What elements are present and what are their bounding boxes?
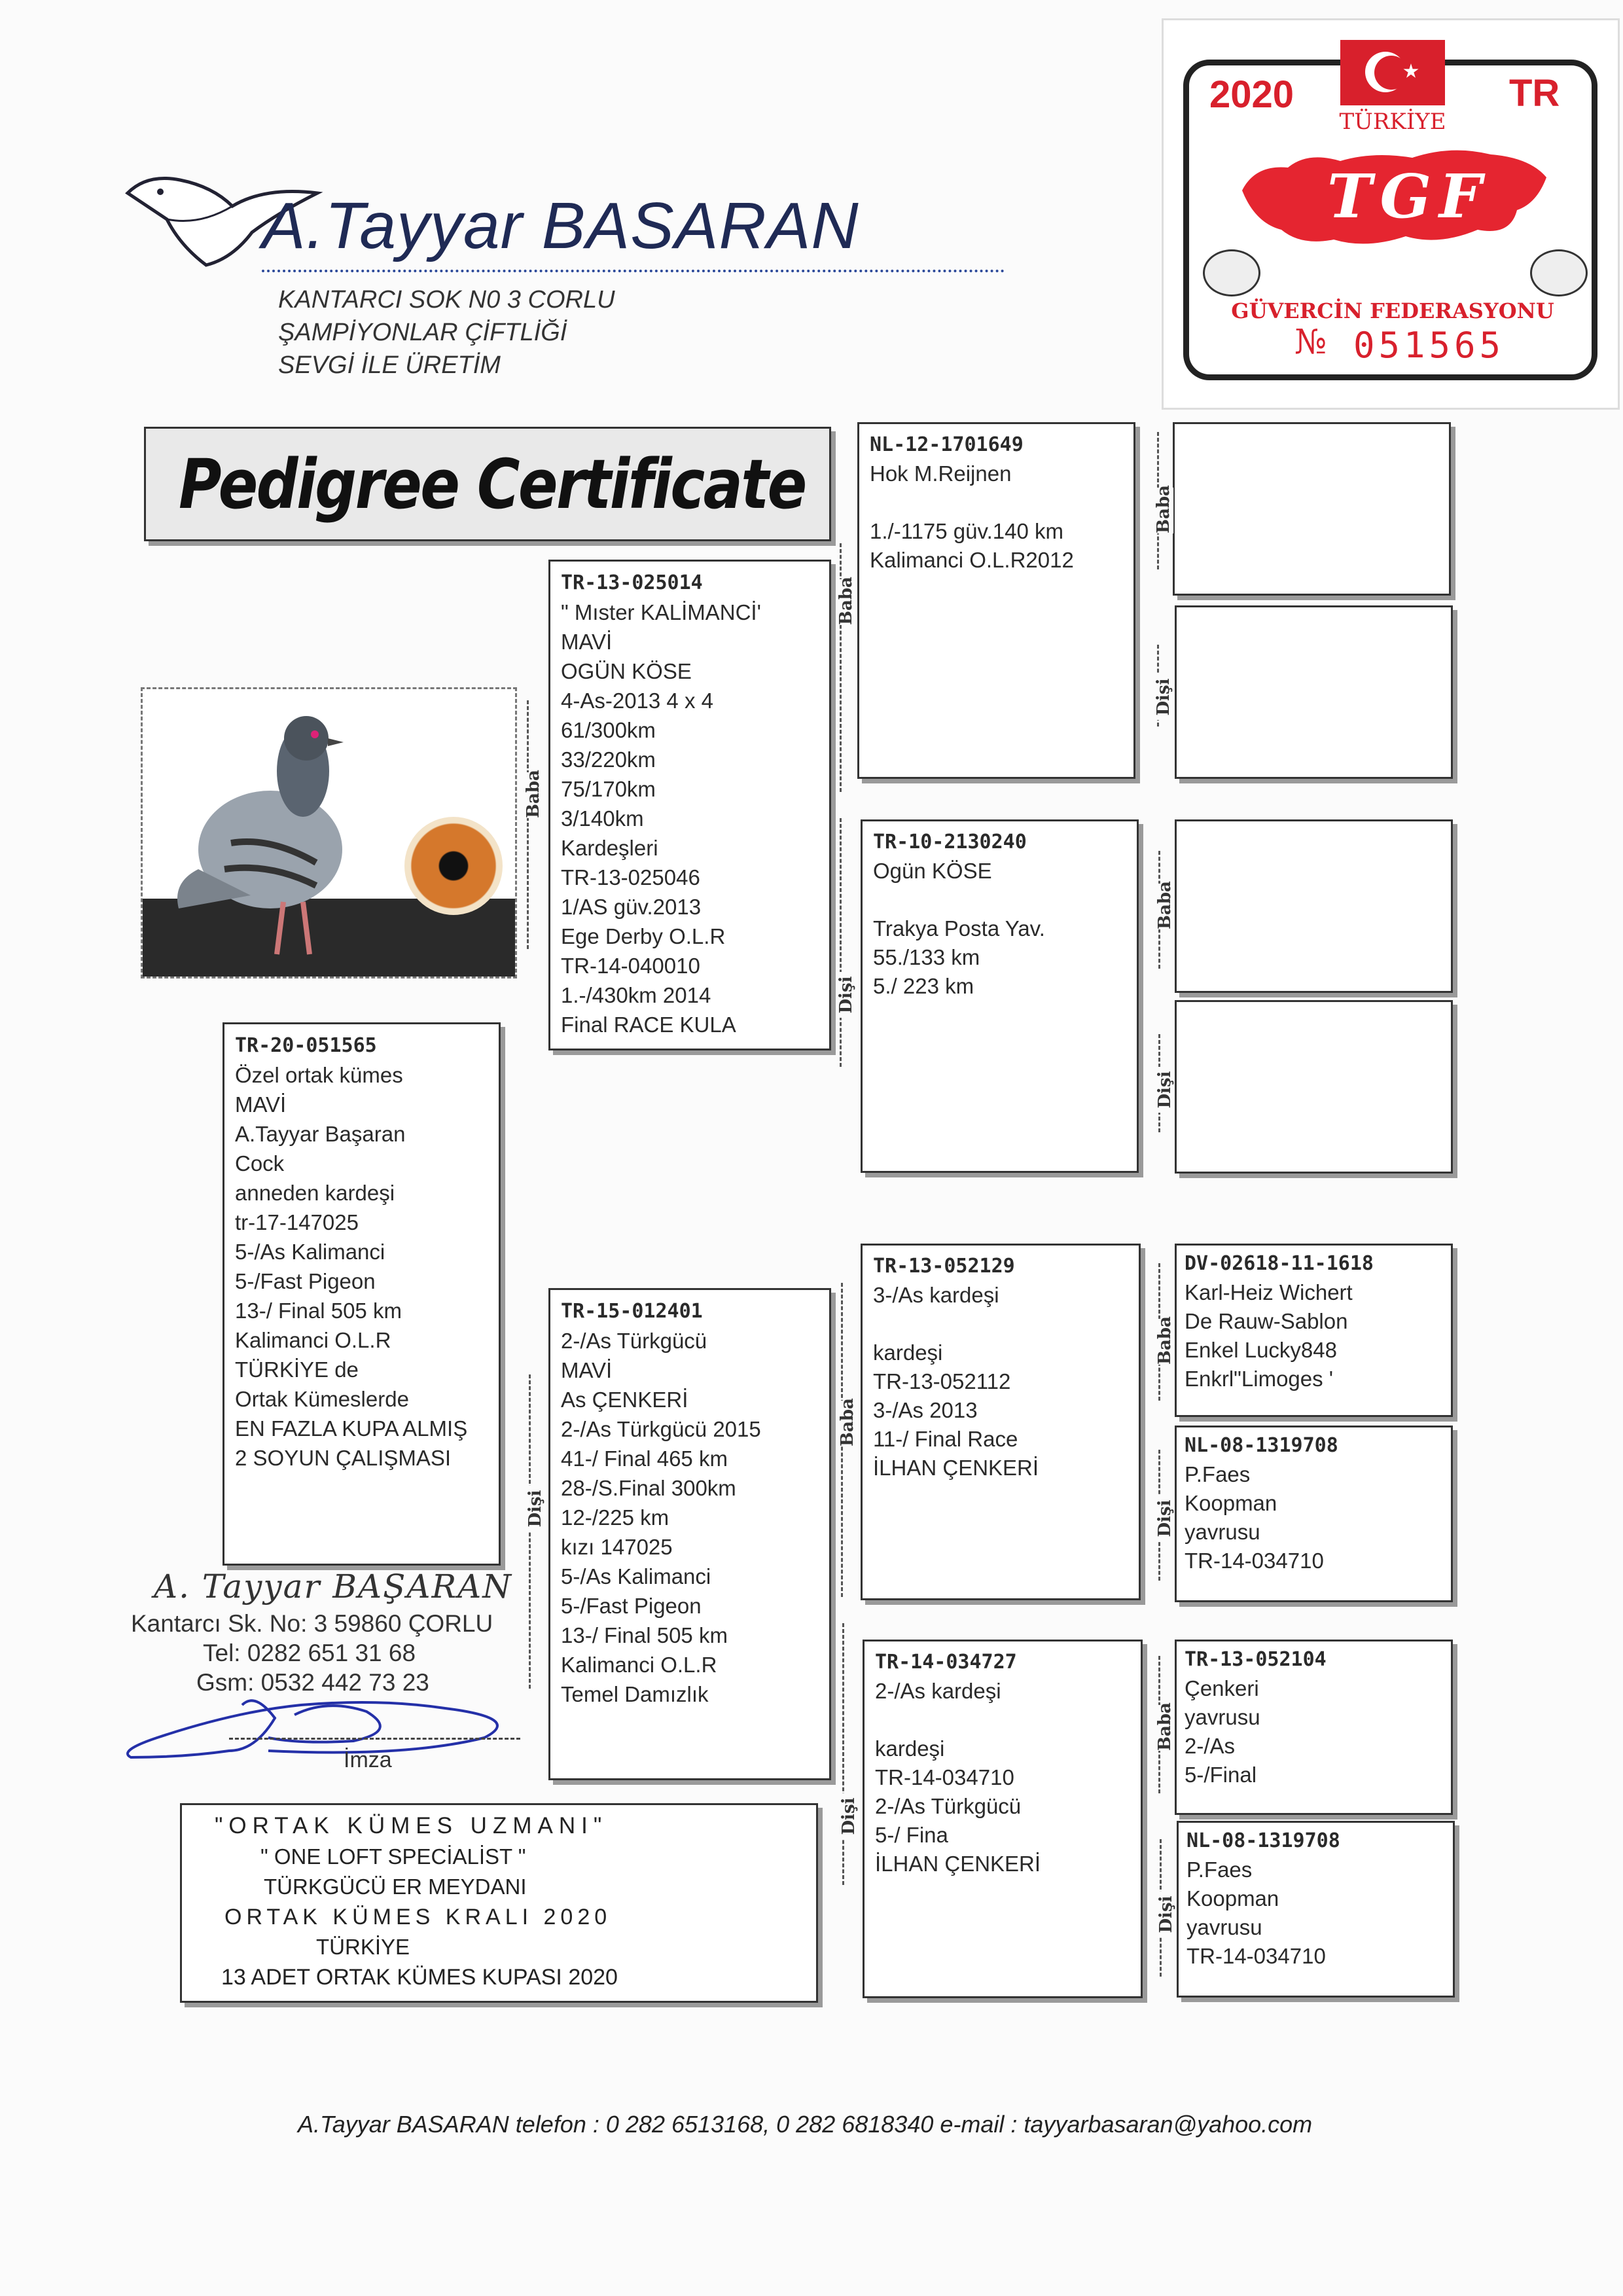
grandparent-box-4 (863, 1640, 1143, 1998)
pedigree-line: EN FAZLA KUPA ALMIŞ (235, 1416, 468, 1441)
pedigree-line: 4-As-2013 4 x 4 (561, 689, 713, 713)
pedigree-line: yavrusu (1186, 1915, 1262, 1939)
great-grandparent-box-8 (1177, 1821, 1455, 1998)
great-grandparent-box-3 (1175, 819, 1453, 993)
connector-dash (842, 1623, 844, 1885)
pedigree-line: Kalimanci O.L.R (561, 1653, 717, 1677)
ring-number: TR-20-051565 (235, 1034, 377, 1057)
tgf-abbrev: TGF (1327, 161, 1490, 232)
disi-label: Dişi (1155, 1067, 1175, 1113)
ring-number: TR-13-052104 (1185, 1648, 1327, 1671)
pedigree-line: 61/300km (561, 718, 656, 742)
signature-line (229, 1738, 520, 1740)
pedigree-line: Kalimanci O.L.R2012 (870, 548, 1074, 572)
address-line: KANTARCI SOK N0 3 CORLU (278, 286, 615, 314)
pedigree-line: 2-/As kardeşi (875, 1679, 1001, 1703)
great-grandparent-lines (1177, 1641, 1451, 1793)
pedigree-line: A.Tayyar Başaran (235, 1122, 406, 1146)
great-grandparent-lines (1177, 607, 1451, 620)
pedigree-line: 2-/As Türkgücü 2015 (561, 1417, 761, 1441)
pedigree-line: Koopman (1186, 1886, 1279, 1910)
stamp-tel: Tel: 0282 651 31 68 (203, 1640, 416, 1666)
sire-box (548, 560, 831, 1050)
stamp-address: Kantarcı Sk. No: 3 59860 ÇORLU (131, 1610, 493, 1637)
pedigree-line: 5./ 223 km (873, 974, 974, 998)
pedigree-line: Koopman (1185, 1491, 1277, 1515)
great-grandparent-lines (1175, 424, 1449, 437)
ring-number: TR-14-034727 (875, 1651, 1017, 1674)
pedigree-line: 5-/Fast Pigeon (235, 1269, 376, 1293)
pedigree-line: Ogün KÖSE (873, 859, 992, 883)
pedigree-line: Ege Derby O.L.R (561, 924, 726, 948)
pedigree-line: 2 SOYUN ÇALIŞMASI (235, 1446, 452, 1470)
disi-label: Dişi (526, 1486, 545, 1532)
baba-label: Baba (836, 577, 856, 625)
great-grandparent-box-5 (1175, 1244, 1453, 1417)
pedigree-line: OGÜN KÖSE (561, 659, 692, 683)
grandparent-lines (859, 424, 1133, 581)
subject-box (223, 1022, 501, 1566)
pedigree-line: 28-/S.Final 300km (561, 1476, 736, 1500)
pedigree-line: kardeşi (873, 1340, 943, 1365)
pedigree-line: As ÇENKERİ (561, 1388, 688, 1412)
great-grandparent-lines (1177, 1427, 1451, 1579)
great-grandparent-box-1 (1173, 422, 1451, 596)
pedigree-line: 33/220km (561, 747, 656, 772)
pedigree-line: 3/140km (561, 806, 644, 831)
pedigree-line: 2-/As Türkgücü (561, 1329, 707, 1353)
ring-number: DV-02618-11-1618 (1185, 1252, 1374, 1275)
pedigree-line: TR-13-052112 (873, 1369, 1011, 1393)
pedigree-line: Enkrl"Limoges ' (1185, 1367, 1334, 1391)
pigeon-emblem-right-icon (1530, 249, 1588, 296)
pedigree-line: TR-14-034710 (875, 1765, 1014, 1789)
dam-box (548, 1288, 831, 1780)
grandparent-box-1 (857, 422, 1135, 779)
pedigree-line: 5-/Fast Pigeon (561, 1594, 702, 1618)
signature-label: İmza (344, 1748, 392, 1772)
pedigree-line: İLHAN ÇENKERİ (873, 1456, 1039, 1480)
page-title: Pedigree Certificate (179, 444, 806, 524)
pedigree-line: P.Faes (1186, 1857, 1253, 1882)
ring-number: TR-13-025014 (561, 571, 703, 594)
pedigree-line: MAVİ (561, 630, 613, 654)
great-grandparent-lines (1177, 821, 1451, 834)
baba-label: Baba (838, 1398, 857, 1446)
pedigree-line: 5-/As Kalimanci (235, 1240, 385, 1264)
tgf-year: 2020 (1209, 73, 1294, 116)
pigeon-photo (141, 687, 517, 978)
specialist-box (180, 1803, 818, 2003)
pedigree-line: Trakya Posta Yav. (873, 916, 1045, 941)
pedigree-line: 1/AS güv.2013 (561, 895, 702, 919)
ring-number: NL-08-1319708 (1185, 1434, 1338, 1457)
title-banner (144, 427, 831, 541)
pedigree-line: MAVİ (561, 1358, 613, 1382)
pedigree-line: De Rauw-Sablon (1185, 1309, 1348, 1333)
stamp-name: A. Tayyar BAŞARAN (154, 1568, 512, 1605)
pedigree-line: 2-/As Türkgücü (875, 1794, 1022, 1818)
pedigree-line: 55./133 km (873, 945, 980, 969)
ring-number: NL-08-1319708 (1186, 1829, 1340, 1852)
pedigree-line: kardeşi (875, 1736, 945, 1761)
pedigree-line: 5-/ Fina (875, 1823, 948, 1847)
dam-lines (550, 1290, 829, 1715)
great-grandparent-box-7 (1175, 1640, 1453, 1815)
motto-line: SEVGİ İLE ÜRETİM (278, 351, 501, 379)
great-grandparent-box-2 (1175, 605, 1453, 779)
eye-icon (404, 817, 503, 915)
connector-dash (529, 1374, 531, 1689)
disi-label: Dişi (1156, 1892, 1176, 1937)
pedigree-line: Kardeşleri (561, 836, 658, 860)
signature-icon (105, 1679, 537, 1777)
baba-label: Baba (1154, 485, 1173, 533)
tgf-country: TÜRKİYE (1339, 109, 1446, 135)
farm-line: ŞAMPİYONLAR ÇİFTLİĞİ (278, 319, 567, 346)
brand-underline (262, 270, 1005, 272)
pedigree-line: Karl-Heiz Wichert (1185, 1280, 1353, 1304)
great-grandparent-lines (1177, 1246, 1451, 1397)
sire-lines (550, 562, 829, 1046)
specialist-line-5: TÜRKİYE (316, 1935, 410, 1959)
pedigree-line: Çenkeri (1185, 1676, 1259, 1700)
pedigree-line: TR-14-040010 (561, 954, 700, 978)
pedigree-line: Temel Damızlık (561, 1682, 709, 1706)
great-grandparent-lines (1179, 1823, 1453, 1975)
pedigree-line: 5-/As Kalimanci (561, 1564, 711, 1588)
pedigree-line: 75/170km (561, 777, 656, 801)
pedigree-line: yavrusu (1185, 1705, 1260, 1729)
great-grandparent-box-4 (1175, 1000, 1453, 1174)
turkish-flag-icon (1340, 40, 1445, 105)
disi-label: Dişi (1155, 1496, 1175, 1541)
tgf-badge (1162, 18, 1620, 410)
pedigree-line: İLHAN ÇENKERİ (875, 1852, 1041, 1876)
ring-number: TR-15-012401 (561, 1300, 703, 1323)
pedigree-line: anneden kardeşi (235, 1181, 395, 1205)
pedigree-line (870, 488, 1123, 517)
tgf-country-code: TR (1509, 72, 1560, 115)
pigeon-emblem-left-icon (1203, 249, 1260, 296)
connector-dash (840, 818, 842, 1067)
pedigree-line: Kalimanci O.L.R (235, 1328, 391, 1352)
pedigree-line: Final RACE KULA (561, 1013, 736, 1037)
pedigree-line: TR-14-034710 (1186, 1944, 1326, 1968)
connector-dash (527, 700, 529, 949)
footer-contact: A.Tayyar BASARAN telefon : 0 282 6513168, 0 282 6818340 e-mail : tayyarbasaran@yahoo.com (298, 2111, 1313, 2138)
pedigree-line: tr-17-147025 (235, 1210, 359, 1234)
specialist-line-1: "ORTAK KÜMES UZMANI" (215, 1813, 608, 1839)
pedigree-line: 2-/As (1185, 1734, 1236, 1758)
disi-label: Dişi (836, 972, 856, 1018)
pedigree-line: 41-/ Final 465 km (561, 1446, 728, 1471)
pedigree-line (875, 1706, 1130, 1734)
pedigree-line: TR-14-034710 (1185, 1549, 1324, 1573)
ring-number: TR-10-2130240 (873, 831, 1027, 853)
tgf-federation: GÜVERCİN FEDERASYONU (1231, 298, 1554, 323)
subject-lines (224, 1024, 499, 1479)
pedigree-line: 5-/Final (1185, 1763, 1257, 1787)
pedigree-line: yavrusu (1185, 1520, 1260, 1544)
pedigree-line: 13-/ Final 505 km (561, 1623, 728, 1647)
grandparent-lines (863, 1246, 1139, 1489)
disi-label: Dişi (839, 1793, 859, 1839)
pedigree-line: Ortak Kümeslerde (235, 1387, 409, 1411)
pedigree-line (873, 886, 1126, 914)
disi-label: Dişi (1154, 674, 1173, 720)
baba-label: Baba (524, 770, 543, 818)
grandparent-box-2 (861, 819, 1139, 1173)
baba-label: Baba (1155, 1316, 1175, 1365)
pedigree-line: Cock (235, 1151, 285, 1175)
pigeon-icon (172, 699, 368, 974)
baba-label: Baba (1155, 1702, 1175, 1751)
pedigree-line: 3-/As kardeşi (873, 1283, 999, 1307)
pedigree-line: " Mıster KALİMANCİ' (561, 600, 761, 624)
great-grandparent-box-6 (1175, 1426, 1453, 1602)
ring-number: NL-12-1701649 (870, 433, 1024, 456)
grandparent-lines (865, 1641, 1141, 1885)
pedigree-line: 13-/ Final 505 km (235, 1299, 402, 1323)
pedigree-line: 11-/ Final Race (873, 1427, 1018, 1451)
tgf-number: 051565 (1353, 325, 1505, 366)
specialist-line-2: " ONE LOFT SPECİALİST " (260, 1844, 526, 1869)
pedigree-line: P.Faes (1185, 1462, 1251, 1486)
great-grandparent-lines (1177, 1002, 1451, 1015)
tgf-number-label: № (1294, 323, 1327, 362)
pedigree-line: Özel ortak kümes (235, 1063, 403, 1087)
pedigree-line (873, 1310, 1128, 1338)
pedigree-line: kızı 147025 (561, 1535, 673, 1559)
specialist-line-3: TÜRKGÜCÜ ER MEYDANI (264, 1874, 527, 1899)
stamp-gsm: Gsm: 0532 442 73 23 (196, 1669, 429, 1696)
grandparent-lines (863, 821, 1137, 1007)
baba-label: Baba (1155, 881, 1175, 929)
pedigree-line: MAVİ (235, 1092, 287, 1117)
pedigree-line: 3-/As 2013 (873, 1398, 978, 1422)
pedigree-line: TÜRKİYE de (235, 1357, 359, 1382)
brand-name: A.Tayyar BASARAN (262, 189, 859, 262)
specialist-line-6: 13 ADET ORTAK KÜMES KUPASI 2020 (221, 1965, 618, 1990)
ring-number: TR-13-052129 (873, 1255, 1015, 1278)
pedigree-line: 1./-1175 güv.140 km (870, 519, 1063, 543)
pedigree-line: Enkel Lucky848 (1185, 1338, 1337, 1362)
pedigree-line: 12-/225 km (561, 1505, 669, 1530)
specialist-line-4: ORTAK KÜMES KRALI 2020 (224, 1905, 612, 1929)
pedigree-line: TR-13-025046 (561, 865, 700, 889)
grandparent-box-3 (861, 1244, 1141, 1600)
pedigree-line: Hok M.Reijnen (870, 461, 1012, 486)
pedigree-line: 1.-/430km 2014 (561, 983, 711, 1007)
